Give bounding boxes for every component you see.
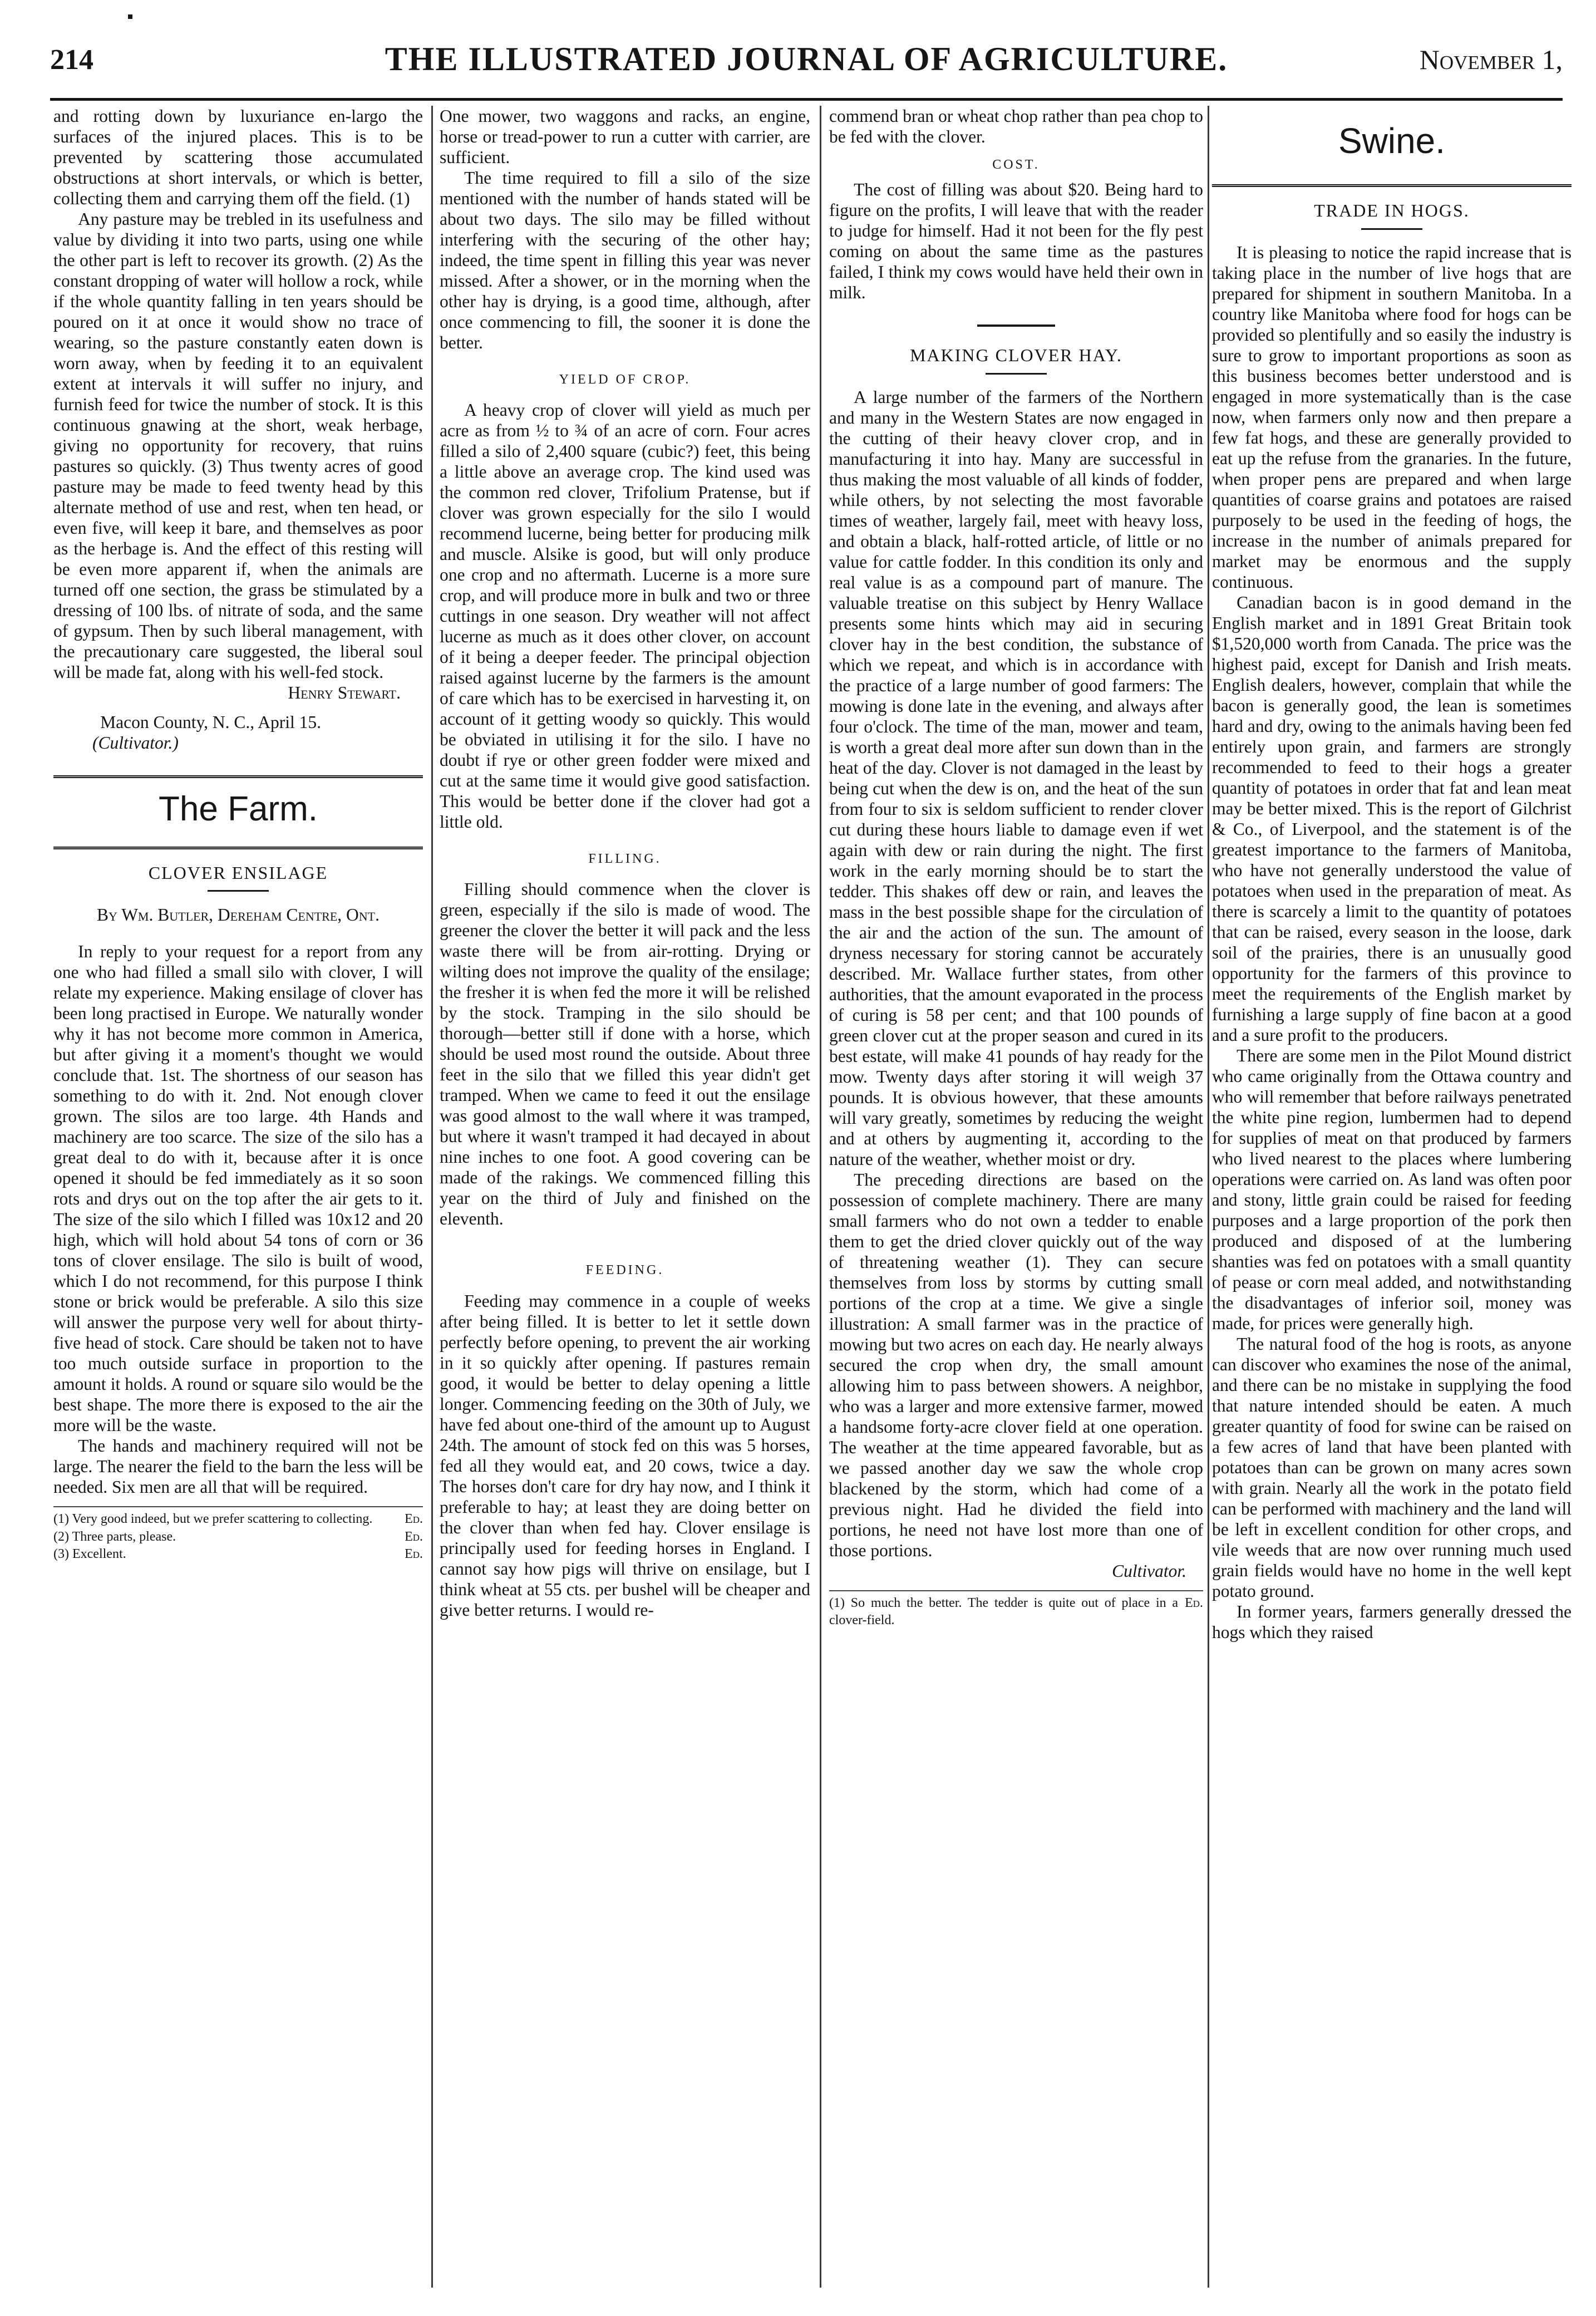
paragraph: In reply to your request for a report from any one who had filled a small silo with clover, I will relate my experience. Making ensilage of clover has been long practised in Europe. We naturally wonder why it has not become more common in America, but after giving it a moment's thought we would conclude that. 1st. The shortness of our season has something to do with it. 2nd. Not enough clover grown. The silos are too large. 4th Hands and machinery are too scarce. The size of the silo has a great deal to do with it, because after it is once opened it should be fed immediately as it so soon rots and drys out on the top after the air gets to it. The size of the silo which I filled was 10x12 and 20 high, which will hold about 54 tons of corn or 36 tons of clover ensilage. The silo is built of wood, which I do not recommend, for this purpose I think stone or brick would be preferable. A silo this size will answer the purpose very well for about thirty-five head of stock. Care should be taken not to have too much outside surface in proportion to the amount it holds. A round or square silo would be the best shape. The more there is exposed to the air the more will be the waste. bbox=[53, 942, 423, 1435]
column-3 bbox=[829, 106, 1203, 2288]
column-rule bbox=[431, 106, 433, 2288]
subheading: YIELD OF CROP. bbox=[559, 372, 691, 387]
subheading: COST. bbox=[992, 158, 1040, 172]
article-divider bbox=[829, 317, 1203, 332]
footnote: (3) Excellent. Ed. bbox=[53, 1546, 423, 1561]
footnote: (1) Very good indeed, but we prefer scattering to collecting. Ed. bbox=[53, 1512, 423, 1527]
column-1 bbox=[53, 106, 423, 2288]
article-title: CLOVER ENSILAGE bbox=[148, 862, 328, 883]
paragraph: The preceding directions are based on the possession of complete machinery. There are many small farmers who do not own a tedder to enable them to get the dried clover quickly out of the way of threatening weather (1). They can secure themselves from loss by storms by cutting small portions of the crop at a time. We give a single illustration: A small farmer was in the practice of mowing but two acres on each day. He nearly always secured the crop when dry, the small amount allowing him to pass between showers. A neighbor, who was a larger and more extensive farmer, mowed a handsome forty-acre clover field at one operation. The weather at the time appeared favorable, but as we passed another day we saw the whole crop blackened by the storm, which had come of a previous night. Had he divided the field into portions, he need not have lost more than one of those portions. bbox=[829, 1169, 1203, 1560]
section-rule bbox=[1212, 184, 1572, 187]
subheading: FEEDING. bbox=[585, 1263, 664, 1278]
issue-date: November 1, bbox=[1419, 44, 1563, 75]
footnote: (2) Three parts, please. Ed. bbox=[53, 1529, 423, 1544]
page-number: 214 bbox=[50, 44, 93, 76]
footnotes bbox=[829, 1590, 1203, 1629]
title-rule bbox=[1361, 228, 1422, 230]
paragraph: A heavy crop of clover will yield as much per acre as from ½ to ¾ of an acre of corn. Four acres filled a silo of 2,400 square (cubic?) feet, this being a little above an average crop. The kind used was the common red clover, Trifolium Pratense, but if clover was grown especially for the silo I would recommend lucerne, being better for producing milk and muscle. Alsike is good, but will only produce one crop and no aftermath. Lucerne is a more sure crop, and will produce more in bulk and two or three cuttings in one season. Dry weather will not affect lucerne as much as it does other clover, on account of it being a deeper feeder. The principal objection raised against lucerne by the farmers is the amount of care which has to be exercised in harvesting it, on account of it getting woody so quickly. This would be obviated in utilising it for the silo. I have no doubt if rye or other green fodder were mixed and cut at the same time it would give good satisfaction. This would be better done if the clover had got a little old. bbox=[440, 400, 810, 832]
source-credit: (Cultivator.) bbox=[92, 733, 179, 753]
section-rule bbox=[53, 775, 423, 778]
paragraph: In former years, farmers generally dressed the hogs which they raised bbox=[1212, 1601, 1572, 1642]
paragraph: There are some men in the Pilot Mound district who came originally from the Ottawa country and who will remember that before railways penetrated the white pine region, lumbermen had to depend for supplies of meat on that produced by farmers who lived nearest to the places where lumbering operations were carried on. As land was often poor and stony, little grain could be raised for feeding purposes and a large proportion of the pork then produced and disposed of at the lumbering shanties was fed on potatoes with a small quantity of pease or corn meal added, and notwithstanding the disadvantages of inferior soil, money was made, for prices were generally high. bbox=[1212, 1045, 1572, 1333]
footnote: (1) So much the better. The tedder is quite out of place in a clover-field. Ed. bbox=[829, 1595, 1203, 1627]
title-rule bbox=[986, 373, 1047, 375]
byline: By Wm. Butler, Dereham Centre, Ont. bbox=[97, 905, 380, 925]
paragraph: The cost of filling was about $20. Being hard to figure on the profits, I will leave that with the reader to judge for himself. Had it not been for the fly pest coming on about the same time as the pastures failed, I think my cows would have held their own in milk. bbox=[829, 180, 1203, 303]
header-rule bbox=[50, 98, 1563, 101]
author-signature: Henry Stewart. bbox=[288, 683, 401, 702]
paragraph: Filling should commence when the clover is green, especially if the silo is made of wood. The greener the clover the better it will pack and the less waste there will be from air-rotting. Drying or wilting does not improve the quality of the ensilage; the fresher it is when fed the more it will be relished by the stock. Tramping in the silo should be thorough—better still if done with a horse, which should be used most round the outside. About three feet in the silo that we filled this year didn't get tramped. When we came to feed it out the ensilage was good almost to the wall where it was tramped, but where it wasn't tramped it had decayed in about nine inches to one foot. A good covering can be made of the rakings. We commenced filling this year on the third of July and finished on the eleventh. bbox=[440, 879, 810, 1229]
column-rule bbox=[1208, 106, 1209, 2288]
subheading: FILLING. bbox=[588, 852, 662, 867]
column-2 bbox=[440, 106, 810, 2288]
column-rule bbox=[820, 106, 821, 2288]
footnotes bbox=[53, 1506, 423, 1563]
section-title-swine: Swine. bbox=[1338, 121, 1446, 161]
paragraph: Canadian bacon is in good demand in the English market and in 1891 Great Britain took $1,520,000 worth from Canada. The price was the highest paid, except for Danish and Irish meats. English dealers, however, complain that while the bacon is generally good, the lean is sometimes hard and dry, owing to the animals having been fed entirely upon grain, and farmers are strongly recommended to feed to their hogs a greater quantity of potatoes in order that fat and lean meat may be better mixed. This is the report of Gilchrist & Co., of Liverpool, and the statement is of the greatest importance to the farmers of Manitoba, who have not generally understood the value of potatoes when used in the preparation of meat. As there is scarcely a limit to the quantity of potatoes that can be raised, every season in the loose, dark soil of the prairies, there is an unusually good opportunity for the farmers of this province to meet the requirements of the English market by furnishing a large supply of fine bacon at a good and a sure profit to the producers. bbox=[1212, 592, 1572, 1045]
paragraph: It is pleasing to notice the rapid increase that is taking place in the number of live hogs that are prepared for shipment in southern Manitoba. In a country like Manitoba where food for hogs can be provided so plentifully and so easily the industry is sure to grow to important proportions as soon as this business becomes better understood and is engaged in more systematically than is the case now, when farmers only now and then prepare a few fat hogs, and these are generally provided to eat up the refuse from the granaries. In the future, when proper pens are prepared and when large quantities of coarse grains and potatoes are raised purposely to be used in the feeding of hogs, the increase in the number of animals prepared for market may be enormous and the supply continuous. bbox=[1212, 242, 1572, 592]
paragraph: commend bran or wheat chop rather than pea chop to be fed with the clover. bbox=[829, 106, 1203, 146]
paragraph: The hands and machinery required will not be large. The nearer the field to the barn the less will be needed. Six men are all that will be required. bbox=[53, 1436, 423, 1497]
paragraph: The natural food of the hog is roots, as anyone can discover who examines the nose of the animal, and there can be no mistake in supplying the food that nature intended should be eaten. A much greater quantity of food for swine can be raised on a few acres of land that have been planted with potatoes than can be grown on many acres sown with grain. Nearly all the work in the potato field can be performed with machinery and the land will be left in excellent condition for other crops, and vile weeds that are now over running much used grain fields would have no home in the well kept potato ground. bbox=[1212, 1334, 1572, 1601]
paragraph: A large number of the farmers of the Northern and many in the Western States are now engaged in the cutting of their heavy clover crop, and in manufacturing it into hay. Many are successful in thus making the most valuable of all kinds of fodder, while others, by not selecting the most favorable times of weather, largely fail, meet with heavy loss, and obtain a black, half-rotted article, of little or no value for cattle fodder. In this condition its only and real value is as a compound part of manure. The valuable treatise on this subject by Henry Wallace presents some hints which may aid in securing clover hay in the best condition, the substance of which we repeat, and which is in accordance with the practice of a large number of good farmers: The mowing is done late in the evening, and always after four o'clock. The time of the man, mower and team, is worth a great deal more after sun down than in the heat of the day. Clover is not damaged in the least by being cut when the dew is on, and the heat of the sun from four to six is seldom sufficient to render clover cut during these hours liable to damage even if wet again with dew or rain during the night. The first work in the early morning should be to start the tedder. This shakes off dew or rain, and leaves the mass in the best possible shape for the circulation of the air and the action of the sun. The amount of dryness necessary for storing cannot be accurately described. Mr. Wallace further states, from other authorities, that the amount evaporated in the process of curing is 58 per cent; and that 100 pounds of green clover cut at the proper season and cured in its best estate, will make 41 pounds of hay ready for the mow. Twenty days after storing it will weigh 37 pounds. It is obvious however, that these amounts will vary greatly, sometimes by reducing the weight and at others by augmenting it, according to the nature of the weather, whether moist or dry. bbox=[829, 387, 1203, 1169]
title-rule bbox=[208, 890, 269, 892]
column-4 bbox=[1212, 106, 1572, 2288]
section-title-farm: The Farm. bbox=[159, 790, 318, 828]
page-header bbox=[50, 32, 1563, 99]
article-title: TRADE IN HOGS. bbox=[1314, 200, 1470, 221]
paragraph: Feeding may commence in a couple of weeks after being filled. It is better to let it settle down perfectly before opening, to prevent the air working in it so quickly after opening. If pastures remain good, it would be better to delay opening a little longer. Commencing feeding on the 30th of July, we have fed about one-third of the amount up to August 24th. The amount of stock fed on this was 5 horses, fed all they would eat, and 20 cows, twice a day. The horses don't care for dry hay now, and I think it preferable to hay; at least they are doing better on the clover than when fed hay. Clover ensilage is principally used for feeding horses in England. I cannot say how pigs will thrive on ensilage, but I think wheat at 55 cts. per bushel will be cheaper and give better returns. I would re- bbox=[440, 1291, 810, 1620]
journal-title: THE ILLUSTRATED JOURNAL OF AGRICULTURE. bbox=[385, 41, 1228, 77]
paragraph: The time required to fill a silo of the size mentioned with the number of hands stated will be about two days. The silo may be filled without interfering with the securing of the other hay; indeed, the time spent in filling this year was never missed. After a shower, or in the morning when the other hay is drying, is a good time, although, after once commencing to fill, the sooner it is done the better. bbox=[440, 168, 810, 352]
dateline: Macon County, N. C., April 15. bbox=[100, 712, 322, 732]
header-mark bbox=[128, 14, 132, 19]
paragraph: Any pasture may be trebled in its usefulness and value by dividing it into two parts, using one while the other part is left to recover its growth. (2) As the constant dropping of water will hollow a rock, while if the whole quantity falling in ten years should be poured on it at once it would show no trace of wearing, so the pasture constantly eaten down is worn away, when by feeding it to an equivalent extent at intervals it will suffer no injury, and furnish feed for twice the number of stock. It is this continuous gnawing at the short, weak herbage, giving no opportunity for recovery, that ruins pastures so quickly. (3) Thus twenty acres of good pasture may be made to feed twenty head by this alternate method of use and rest, when ten head, or even five, will keep it bare, and themselves as poor as the herbage is. And the effect of this resting will be even more apparent if, when the animals are turned off one section, the grass be stimulated by a dressing of 100 lbs. of nitrate of soda, and the same of gypsum. Then by such liberal management, with the precautionary care suggested, the liberal soul will be made fat, along with his well-fed stock. bbox=[53, 209, 423, 682]
paragraph: One mower, two waggons and racks, an engine, horse or tread-power to run a cutter with carrier, are sufficient. bbox=[440, 106, 810, 167]
article-title: MAKING CLOVER HAY. bbox=[910, 345, 1122, 366]
paragraph: and rotting down by luxuriance en-largo the surfaces of the injured places. This is to be prevented by scattering those accumulated obstructions at short intervals, or which is better, collecting them and carrying them off the field. (1) bbox=[53, 106, 423, 208]
source-credit: Cultivator. bbox=[1112, 1561, 1186, 1581]
section-rule bbox=[53, 847, 423, 849]
